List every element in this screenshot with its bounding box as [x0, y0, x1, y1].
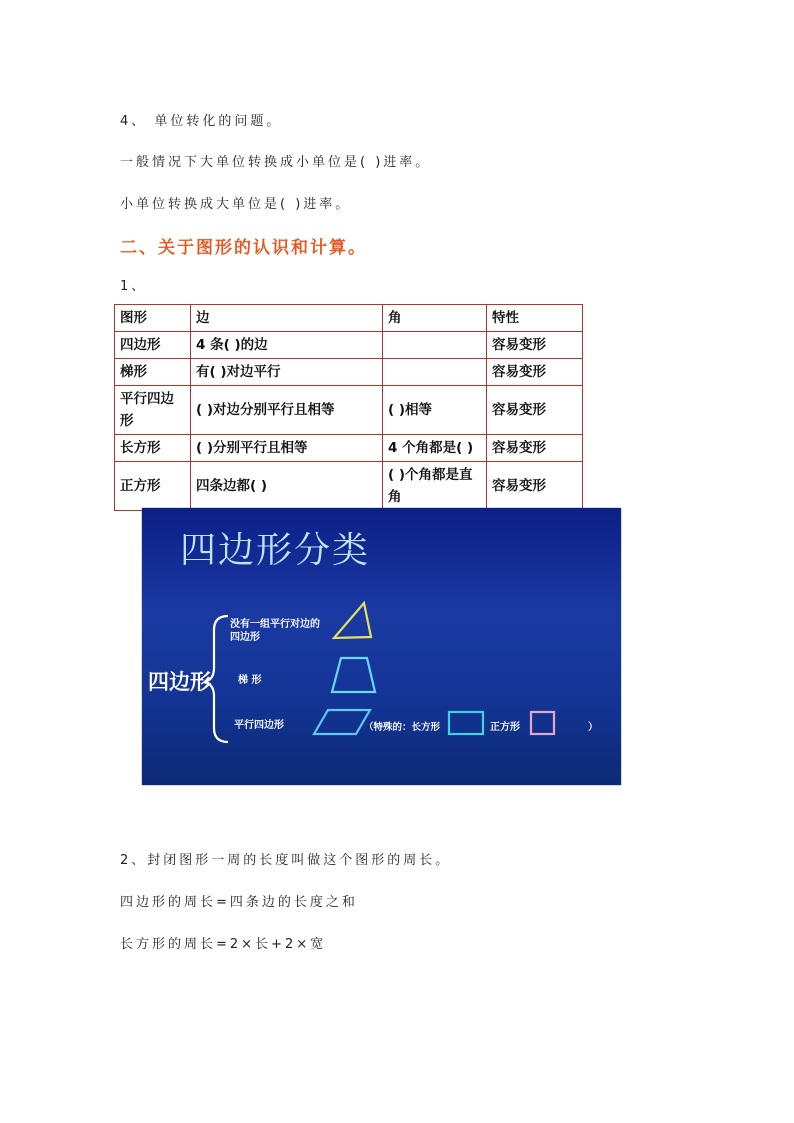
- table-cell: [383, 332, 487, 359]
- table-cell: 平行四边形: [115, 386, 191, 435]
- table-cell: 4 个角都是( ): [383, 435, 487, 462]
- table-cell: 四边形: [115, 332, 191, 359]
- table-cell: 长方形: [115, 435, 191, 462]
- table-cell: 梯形: [115, 359, 191, 386]
- table-cell: 容易变形: [487, 462, 583, 511]
- rectangle-shape: [449, 712, 483, 734]
- perimeter-rectangle: 长方形的周长=2×长+2×宽: [120, 937, 327, 952]
- table-cell: 4 条( )的边: [191, 332, 383, 359]
- branch-parallelogram-label: 平行四边形: [234, 720, 284, 731]
- item-1-label: 1、: [120, 279, 148, 294]
- table-cell: ( )相等: [383, 386, 487, 435]
- table-cell: 容易变形: [487, 332, 583, 359]
- table-header-cell: 特性: [487, 305, 583, 332]
- branch-general-quad-label: 没有一组平行对边的四边形: [230, 619, 320, 643]
- trapezoid-shape: [332, 658, 375, 692]
- table-header-cell: 边: [191, 305, 383, 332]
- table-row: [115, 435, 583, 462]
- unit-conversion-line-2: 小单位转换成大单位是( )进率。: [120, 197, 352, 212]
- slide-diagram: [142, 508, 621, 785]
- table-row: [115, 332, 583, 359]
- section-heading: 二、关于图形的认识和计算。: [120, 238, 367, 258]
- table-row: [115, 359, 583, 386]
- table-header-row: [115, 305, 583, 332]
- table-row: [115, 462, 583, 511]
- item-2-perimeter-definition: 2、封闭图形一周的长度叫做这个图形的周长。: [120, 853, 452, 868]
- table-header-cell: 角: [383, 305, 487, 332]
- table-cell: [383, 359, 487, 386]
- table-row: [115, 386, 583, 435]
- table-header-cell: 图形: [115, 305, 191, 332]
- perimeter-quadrilateral: 四边形的周长=四条边的长度之和: [120, 895, 358, 910]
- shape-properties-table: [114, 304, 583, 511]
- special-rectangle-label: （特殊的：长方形: [364, 722, 441, 733]
- table-cell: 有( )对边平行: [191, 359, 383, 386]
- square-shape: [531, 712, 554, 734]
- table-cell: ( )分别平行且相等: [191, 435, 383, 462]
- table-cell: 容易变形: [487, 386, 583, 435]
- table-cell: 容易变形: [487, 359, 583, 386]
- table-cell: 正方形: [115, 462, 191, 511]
- table-cell: ( )个角都是直角: [383, 462, 487, 511]
- slide-root-label: 四边形: [148, 669, 211, 694]
- quadrilateral-classification-slide: [142, 508, 621, 785]
- table-cell: 四条边都( ): [191, 462, 383, 511]
- table-cell: 容易变形: [487, 435, 583, 462]
- parallelogram-shape: [314, 710, 370, 734]
- unit-conversion-line-1: 一般情况下大单位转换成小单位是( )进率。: [120, 155, 432, 170]
- branch-trapezoid-label: 梯 形: [238, 675, 262, 686]
- table-cell: ( )对边分别平行且相等: [191, 386, 383, 435]
- close-paren: ）: [588, 722, 598, 733]
- slide-title: 四边形分类: [180, 530, 371, 571]
- square-label: 正方形: [490, 722, 520, 733]
- section-4-title: 4、 单位转化的问题。: [120, 114, 283, 129]
- quadrilateral-shape: [334, 603, 371, 638]
